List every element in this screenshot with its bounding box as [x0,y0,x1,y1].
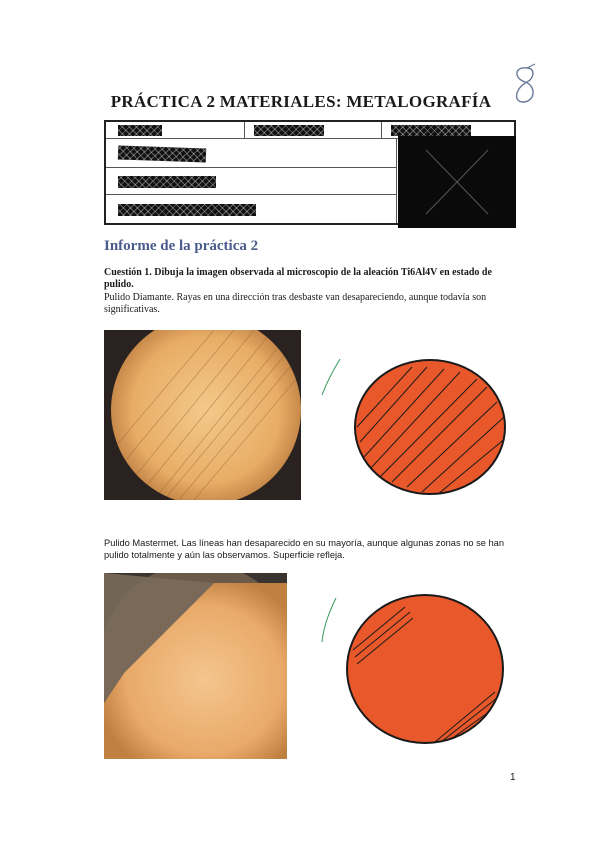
check-mark-icon [316,594,340,646]
redacted-field [118,125,162,136]
handwritten-grade [505,60,545,110]
redacted-field [118,204,256,216]
mastermet-paragraph: Pulido Mastermet. Las líneas han desaparecido en su mayoría, aunque algunas zonas no se han pulido totalmente y aún las observamos. Superficie refleja. [104,538,505,560]
drawing-diamante [352,357,510,497]
micrograph-mastermet [104,573,287,759]
page-title: PRÁCTICA 2 MATERIALES: METALOGRAFÍA [110,92,492,111]
redacted-field [118,176,216,188]
redacted-field [391,125,471,136]
diamante-paragraph: Pulido Diamante. Rayas en una dirección tras desbaste van desapareciendo, aunque todavía son significativas. [104,292,487,315]
redacted-photo [398,136,516,228]
drawing-mastermet [345,592,507,747]
page-number: 1 [510,772,516,783]
question-text: Cuestión 1. Dibuja la imagen observada al microscopio de la aleación Ti6Al4V en estado de pulido. [104,267,492,290]
section-title: Informe de la práctica 2 [104,238,259,254]
redacted-field [254,125,324,136]
micrograph-diamante [104,330,301,500]
redacted-field [118,145,206,162]
check-mark-icon [318,355,344,403]
